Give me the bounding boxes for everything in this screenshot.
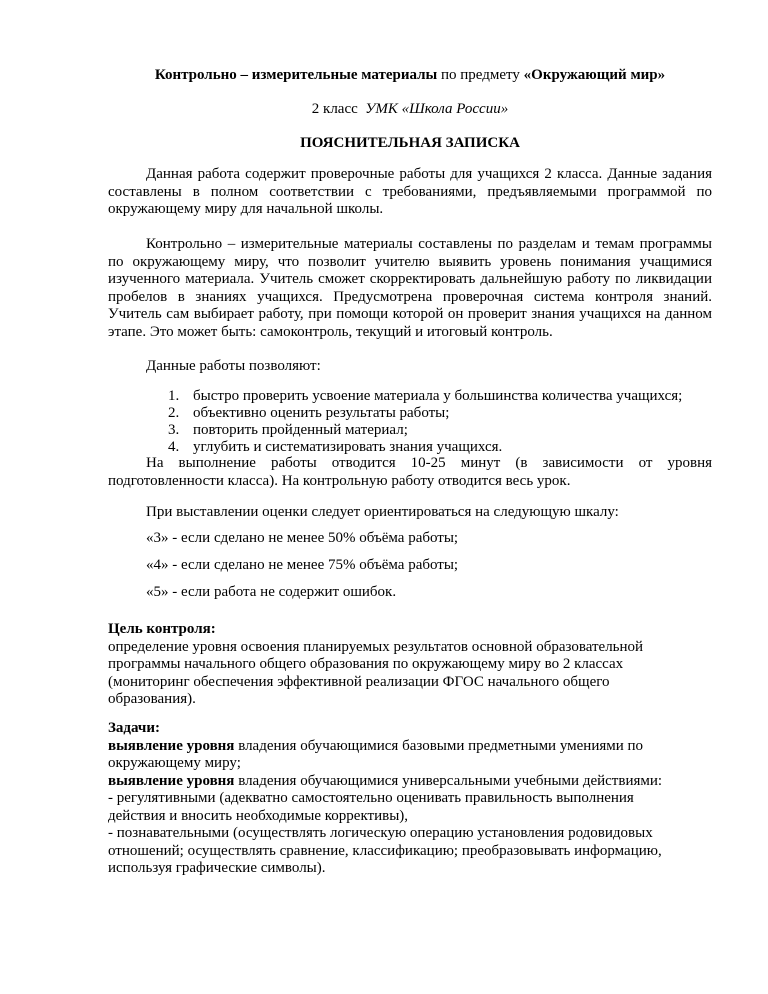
list-item-text: углубить и систематизировать знания учащихся. — [193, 439, 503, 455]
list-item — [108, 405, 712, 422]
list-item — [108, 439, 712, 456]
regulatory-line-2: действия и вносить необходимые коррективы), — [108, 807, 409, 824]
grade-5-text: «5» - если работа не содержит ошибок. — [146, 584, 397, 600]
umk-text: УМК «Школа России» — [365, 101, 509, 117]
tasks-heading-text: Задачи: — [108, 720, 161, 736]
goal-heading-text: Цель контроля: — [108, 621, 216, 637]
task-1-bold: выявление уровня — [108, 737, 235, 754]
task-2-bold: выявление уровня — [108, 772, 235, 789]
task-1-text: владения обучающимися базовыми предметными умениями по — [234, 737, 644, 754]
time-line-1-text: На выполнение работы отводится 10-25 минут (в зависимости от уровня — [146, 455, 712, 471]
time-line-2: подготовленности класса). На контрольную работу отводится весь урок. — [108, 472, 571, 489]
section-heading — [108, 135, 712, 153]
goal-line-2: программы начального общего образования по окружающему миру во 2 классах — [108, 656, 624, 672]
cognitive-line-1: - познавательными (осуществлять логическую операцию установления родовидовых — [108, 825, 653, 841]
tasks-section — [108, 720, 712, 878]
list-number: 4. — [168, 439, 180, 455]
grade-4-text: «4» - если сделано не менее 75% объёма работы; — [146, 557, 459, 573]
list-item-text: повторить пройденный материал; — [193, 422, 408, 438]
grade-text: 2 класс — [311, 101, 366, 117]
goal-line-3: (мониторинг обеспечения эффективной реализации ФГОС начального общего — [108, 673, 610, 690]
tasks-heading — [108, 720, 712, 738]
grade-3 — [108, 530, 712, 548]
cognitive-line-2: отношений; осуществлять сравнение, классификацию; преобразовывать информацию, — [108, 842, 662, 859]
title-bold-part2: «Окружающий мир» — [523, 67, 666, 83]
intro-paragraph-2 — [108, 236, 712, 341]
benefits-list — [108, 388, 712, 456]
grade-5 — [108, 584, 712, 602]
task-2-text: владения обучающимися универсальными учебными действиями: — [234, 772, 663, 789]
goal-heading — [108, 621, 712, 639]
list-number: 3. — [168, 422, 180, 438]
regulatory-line-1: - регулятивными (адекватно самостоятельно оценивать правильность выполнения — [108, 790, 634, 806]
list-item — [108, 422, 712, 439]
intro-paragraph-1-text: Данная работа содержит проверочные работы для учащихся 2 класса. Данные задания составлены в полном соответствии с требованиями, предъявляемыми программой по окружающему миру для начальной школы. — [108, 166, 712, 217]
goal-line-1: определение уровня освоения планируемых результатов основной образовательной — [108, 638, 644, 655]
intro-paragraph-2-text: Контрольно – измерительные материалы составлены по разделам и темам программы по окружающему миру, что позволит учителю выявить уровень понимания учащимися изученного материала. Учитель сможет скорректировать дальнейшую работу по ликвидации пробелов в знаниях учащихся. Предусмотрена проверочная система контроля знаний. Учитель сам выбирает работу, при помощи которой он проверит знания учащихся на данном этапе. Это может быть: самоконтроль, текущий и итоговый контроль. — [108, 236, 712, 340]
cognitive-line-3: используя графические символы). — [108, 860, 326, 876]
goal-section — [108, 621, 712, 709]
list-item-text: быстро проверить усвоение материала у большинства количества учащихся; — [193, 388, 683, 404]
title-middle: по предмету — [437, 67, 524, 83]
task-1-line-2: окружающему миру; — [108, 755, 241, 771]
grade-4 — [108, 557, 712, 575]
intro-paragraph-3-text: Данные работы позволяют: — [146, 358, 321, 374]
heading-text: ПОЯСНИТЕЛЬНАЯ ЗАПИСКА — [300, 135, 520, 151]
title-bold-part1: Контрольно – измерительные материалы — [154, 67, 438, 83]
goal-line-4: образования). — [108, 691, 196, 707]
list-number: 1. — [168, 388, 180, 404]
task-2-line — [108, 773, 712, 791]
document-title — [108, 67, 712, 85]
task-1-line-1 — [108, 738, 712, 756]
grading-intro-text: При выставлении оценки следует ориентироваться на следующую шкалу: — [146, 504, 619, 520]
time-paragraph — [108, 455, 712, 490]
grade-3-text: «3» - если сделано не менее 50% объёма работы; — [146, 530, 459, 546]
list-number: 2. — [168, 405, 180, 421]
grading-intro — [108, 504, 712, 522]
intro-paragraph-3 — [108, 358, 712, 376]
grade-line — [108, 101, 712, 119]
intro-paragraph-1 — [108, 166, 712, 219]
list-item — [108, 388, 712, 405]
time-line-1 — [108, 455, 712, 473]
list-item-text: объективно оценить результаты работы; — [193, 405, 450, 421]
